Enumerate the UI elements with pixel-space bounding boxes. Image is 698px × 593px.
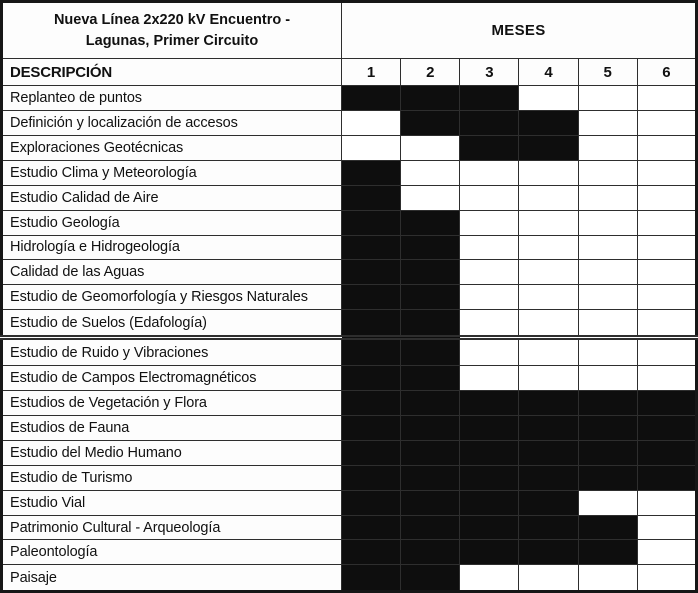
activity-label: Estudio Vial <box>2 490 342 515</box>
month-cell <box>637 260 696 285</box>
activity-label: Patrimonio Cultural - Arqueología <box>2 515 342 540</box>
gantt-bar-cell <box>519 465 578 490</box>
month-cell <box>578 86 637 111</box>
gantt-bar-cell <box>401 515 460 540</box>
activity-label: Estudios de Fauna <box>2 415 342 440</box>
month-cell <box>578 310 637 338</box>
month-cell <box>519 338 578 366</box>
gantt-bar-cell <box>460 390 519 415</box>
activity-label: Estudio Clima y Meteorología <box>2 160 342 185</box>
gantt-bar-cell <box>401 310 460 338</box>
gantt-bar-cell <box>342 235 401 260</box>
gantt-bar-cell <box>578 465 637 490</box>
activity-label: Estudio de Suelos (Edafología) <box>2 310 342 338</box>
gantt-bar-cell <box>401 86 460 111</box>
gantt-bar-cell <box>460 86 519 111</box>
month-cell <box>519 366 578 391</box>
month-cell <box>637 210 696 235</box>
month-cell <box>519 185 578 210</box>
gantt-bar-cell <box>460 490 519 515</box>
table-row <box>2 185 697 210</box>
gantt-bar-cell <box>401 390 460 415</box>
month-header: 3 <box>460 59 519 86</box>
gantt-bar-cell <box>342 86 401 111</box>
gantt-bar-cell <box>342 338 401 366</box>
month-cell <box>519 160 578 185</box>
gantt-bar-cell <box>578 515 637 540</box>
gantt-bar-cell <box>342 160 401 185</box>
gantt-bar-cell <box>460 440 519 465</box>
month-cell <box>578 260 637 285</box>
activity-label: Calidad de las Aguas <box>2 260 342 285</box>
activity-label: Estudio del Medio Humano <box>2 440 342 465</box>
gantt-bar-cell <box>401 565 460 592</box>
activity-label: Definición y localización de accesos <box>2 110 342 135</box>
month-cell <box>637 160 696 185</box>
month-cell <box>578 110 637 135</box>
gantt-bar-cell <box>401 235 460 260</box>
gantt-bar-cell <box>519 515 578 540</box>
column-header-row <box>2 59 697 86</box>
activity-label: Estudio de Turismo <box>2 465 342 490</box>
month-cell <box>578 285 637 310</box>
gantt-bar-cell <box>460 110 519 135</box>
schedule-body <box>2 86 697 592</box>
gantt-bar-cell <box>342 440 401 465</box>
gantt-bar-cell <box>519 440 578 465</box>
month-cell <box>578 185 637 210</box>
gantt-bar-cell <box>519 415 578 440</box>
gantt-bar-cell <box>342 260 401 285</box>
month-cell <box>637 490 696 515</box>
activity-label: Paisaje <box>2 565 342 592</box>
activity-label: Estudio de Campos Electromagnéticos <box>2 366 342 391</box>
gantt-bar-cell <box>578 415 637 440</box>
table-row <box>2 285 697 310</box>
activity-label: Replanteo de puntos <box>2 86 342 111</box>
activity-label: Estudio Geología <box>2 210 342 235</box>
month-header: 6 <box>637 59 696 86</box>
table-row <box>2 565 697 592</box>
table-row <box>2 390 697 415</box>
month-cell <box>637 135 696 160</box>
gantt-bar-cell <box>637 440 696 465</box>
project-title: Nueva Línea 2x220 kV Encuentro - Lagunas, Primer Circuito <box>2 2 342 59</box>
month-cell <box>637 565 696 592</box>
gantt-bar-cell <box>342 415 401 440</box>
month-cell <box>460 235 519 260</box>
gantt-bar-cell <box>578 440 637 465</box>
month-cell <box>460 310 519 338</box>
month-cell <box>637 540 696 565</box>
month-cell <box>460 338 519 366</box>
month-cell <box>578 235 637 260</box>
gantt-bar-cell <box>401 440 460 465</box>
month-cell <box>460 565 519 592</box>
activity-label: Estudio de Ruido y Vibraciones <box>2 338 342 366</box>
month-cell <box>637 366 696 391</box>
gantt-bar-cell <box>342 515 401 540</box>
gantt-bar-cell <box>342 465 401 490</box>
month-cell <box>578 338 637 366</box>
gantt-bar-cell <box>342 366 401 391</box>
table-row <box>2 210 697 235</box>
month-cell <box>460 210 519 235</box>
activity-label: Paleontología <box>2 540 342 565</box>
month-cell <box>519 310 578 338</box>
month-cell <box>460 366 519 391</box>
month-cell <box>401 185 460 210</box>
gantt-bar-cell <box>578 390 637 415</box>
table-row <box>2 338 697 366</box>
gantt-bar-cell <box>637 415 696 440</box>
gantt-bar-cell <box>342 565 401 592</box>
descripcion-header: DESCRIPCIÓN <box>2 59 342 86</box>
month-cell <box>342 135 401 160</box>
activity-label: Estudio Calidad de Aire <box>2 185 342 210</box>
gantt-bar-cell <box>637 465 696 490</box>
gantt-bar-cell <box>342 210 401 235</box>
gantt-bar-cell <box>401 260 460 285</box>
month-cell <box>342 110 401 135</box>
month-cell <box>637 285 696 310</box>
gantt-bar-cell <box>342 285 401 310</box>
gantt-bar-cell <box>519 540 578 565</box>
gantt-bar-cell <box>401 210 460 235</box>
month-cell <box>637 515 696 540</box>
gantt-bar-cell <box>519 110 578 135</box>
gantt-bar-cell <box>342 185 401 210</box>
month-cell <box>401 160 460 185</box>
month-cell <box>578 210 637 235</box>
gantt-bar-cell <box>342 390 401 415</box>
table-row <box>2 415 697 440</box>
gantt-bar-cell <box>460 515 519 540</box>
table-row <box>2 110 697 135</box>
month-cell <box>460 185 519 210</box>
gantt-bar-cell <box>460 465 519 490</box>
table-row <box>2 465 697 490</box>
month-cell <box>637 86 696 111</box>
month-cell <box>637 310 696 338</box>
month-cell <box>519 285 578 310</box>
table-row <box>2 86 697 111</box>
month-cell <box>460 160 519 185</box>
month-cell <box>637 185 696 210</box>
gantt-bar-cell <box>401 338 460 366</box>
month-header: 2 <box>401 59 460 86</box>
gantt-bar-cell <box>342 540 401 565</box>
table-row <box>2 366 697 391</box>
gantt-bar-cell <box>578 540 637 565</box>
month-cell <box>460 260 519 285</box>
month-cell <box>519 210 578 235</box>
month-cell <box>637 235 696 260</box>
gantt-bar-cell <box>460 540 519 565</box>
month-cell <box>401 135 460 160</box>
month-cell <box>519 260 578 285</box>
gantt-bar-cell <box>401 285 460 310</box>
gantt-bar-cell <box>342 310 401 338</box>
activity-label: Estudios de Vegetación y Flora <box>2 390 342 415</box>
table-row <box>2 260 697 285</box>
activity-label: Estudio de Geomorfología y Riesgos Naturales <box>2 285 342 310</box>
gantt-bar-cell <box>460 135 519 160</box>
gantt-bar-cell <box>401 465 460 490</box>
gantt-bar-cell <box>342 490 401 515</box>
month-cell <box>637 338 696 366</box>
table-row <box>2 310 697 338</box>
gantt-bar-cell <box>519 135 578 160</box>
gantt-bar-cell <box>637 390 696 415</box>
gantt-bar-cell <box>401 490 460 515</box>
month-header: 1 <box>342 59 401 86</box>
gantt-bar-cell <box>401 540 460 565</box>
month-cell <box>578 160 637 185</box>
table-row <box>2 515 697 540</box>
gantt-bar-cell <box>460 415 519 440</box>
gantt-bar-cell <box>519 490 578 515</box>
table-row <box>2 540 697 565</box>
month-cell <box>578 366 637 391</box>
gantt-bar-cell <box>401 415 460 440</box>
gantt-bar-cell <box>401 110 460 135</box>
month-cell <box>460 285 519 310</box>
activity-label: Hidrología e Hidrogeología <box>2 235 342 260</box>
table-row <box>2 135 697 160</box>
month-cell <box>578 565 637 592</box>
month-header: 4 <box>519 59 578 86</box>
table-row <box>2 440 697 465</box>
gantt-bar-cell <box>401 366 460 391</box>
title-row <box>2 2 697 59</box>
activity-label: Exploraciones Geotécnicas <box>2 135 342 160</box>
month-cell <box>637 110 696 135</box>
meses-header: MESES <box>342 2 697 59</box>
month-header: 5 <box>578 59 637 86</box>
month-cell <box>519 235 578 260</box>
table-row <box>2 235 697 260</box>
month-cell <box>519 86 578 111</box>
table-row <box>2 490 697 515</box>
month-cell <box>519 565 578 592</box>
gantt-bar-cell <box>519 390 578 415</box>
table-row <box>2 160 697 185</box>
month-cell <box>578 135 637 160</box>
month-cell <box>578 490 637 515</box>
